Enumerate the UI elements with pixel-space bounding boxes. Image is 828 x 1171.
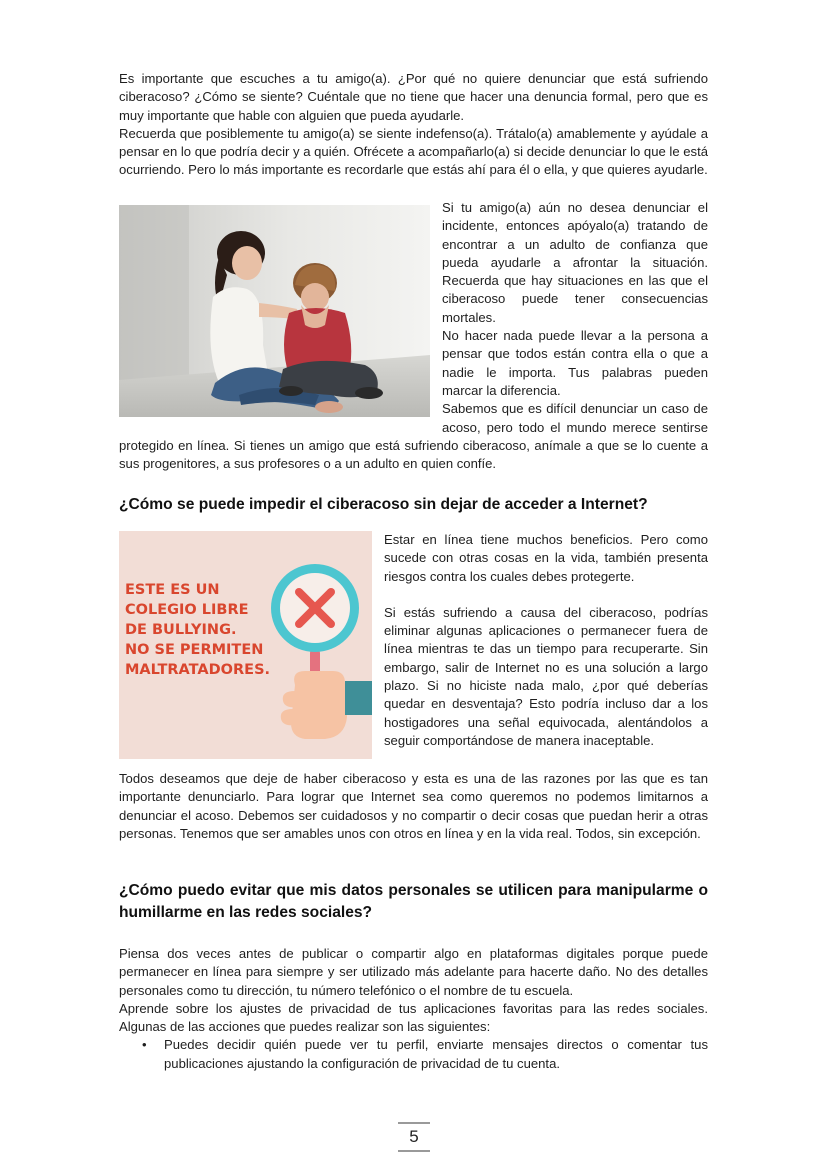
divider	[398, 1150, 430, 1152]
poster-line: ESTE ES UN	[125, 582, 220, 598]
page-number-footer	[398, 1122, 430, 1152]
poster-line: DE BULLYING.	[125, 622, 237, 638]
friends-comforting-photo	[119, 205, 430, 417]
poster-line: MALTRATADORES.	[125, 662, 271, 678]
paragraph: Si estás sufriendo a causa del ciberacoso, podrías eliminar algunas aplicaciones o permanecer fuera de línea mientras te das un tiempo para recuperarte. Sin embargo, salir de Internet no es una solución a largo plazo. Si no hiciste nada malo, ¿por qué deberías quedar en desventaja? Esto podría incluso dar a los hostigadores una señal equivocada, alentándolos a seguir comportándose de manera inaceptable.	[384, 604, 708, 748]
paragraph: Recuerda que posiblemente tu amigo(a) se siente indefenso(a). Trátalo(a) amablemente y ayúdale a pensar en lo que podría decir y a quién. Ofrécete a acompañarlo(a) si decide denunciar lo que le está ocurriendo. Pero lo más importante es recordarle que estás ahí para él o ella, y que quieres ayudarle.	[119, 125, 708, 178]
paragraph: Todos deseamos que deje de haber ciberacoso y esta es una de las razones por las que es tan importante denunciarlo. Para lograr que Internet sea como queremos no podemos limitarnos a denunciar el acoso. Debemos ser cuidadosos y no compartir o decir cosas que puedan herir a otras personas. Tenemos que ser amables unos con otros en línea y en la vida real. Todos, sin excepción.	[119, 771, 708, 841]
bullying-free-school-poster	[119, 531, 372, 759]
paragraph: Aprende sobre los ajustes de privacidad de tus aplicaciones favoritas para las redes sociales. Algunas de las acciones que puedes realizar son las siguientes:	[119, 1000, 708, 1035]
photo-block	[119, 199, 708, 473]
paragraph: Piensa dos veces antes de publicar o compartir algo en plataformas digitales porque puede permanecer en línea para siempre y ser utilizado más adelante para hacerte daño. No des detalles personales como tu dirección, tu número telefónico o el nombre de tu escuela.	[119, 946, 708, 998]
section-heading-2	[119, 880, 708, 924]
bullet-glyph: •	[142, 1037, 147, 1053]
privacy-actions-list	[119, 1036, 708, 1073]
paragraph: Es importante que escuches a tu amigo(a). ¿Por qué no quiere denunciar que está sufriendo ciberacoso? ¿Cómo se siente? Cuéntale que no tiene que hacer una denuncia formal, pero que es muy importante que hable con alguien que pueda ayudarle.	[119, 71, 708, 123]
paragraph: Estar en línea tiene muchos beneficios. Pero como sucede con otras cosas en la vida, también presenta riesgos contra los cuales debes protegerte.	[384, 532, 708, 584]
section2-body	[119, 945, 708, 1073]
list-item-text: Puedes decidir quién puede ver tu perfil, enviarte mensajes directos o comentar tus publicaciones ajustando la configuración de privacidad de tu cuenta.	[164, 1037, 708, 1071]
paragraph: No hacer nada puede llevar a la persona a pensar que todos están contra ella o que a nadie le importa. Tus palabras pueden marcar la diferencia.	[442, 328, 708, 398]
heading: ¿Cómo se puede impedir el ciberacoso sin dejar de acceder a Internet?	[119, 496, 648, 513]
poster-line: NO SE PERMITEN	[125, 642, 264, 658]
paragraph: Sabemos que es difícil denunciar un caso de acoso, pero todo el mundo merece sentirse protegido en línea. Si tienes un amigo que está sufriendo ciberacoso, anímale a que se lo cuente a sus progenitores, a sus profesores o a un adulto en quien confíe.	[119, 401, 708, 472]
poster-block	[119, 531, 708, 763]
section-heading-1	[119, 494, 708, 516]
paragraph: Si tu amigo(a) aún no desea denunciar el incidente, entonces apóyalo(a) tratando de encontrar a un adulto de confianza que pueda ayudarle a afrontar la situación. Recuerda que hay situaciones en las que el ciberacoso puede tener consecuencias mortales.	[442, 200, 708, 325]
heading: ¿Cómo puedo evitar que mis datos personales se utilicen para manipularme o humillarme en las redes sociales?	[119, 882, 708, 921]
page-number: 5	[409, 1127, 419, 1146]
intro-text	[119, 70, 708, 180]
poster-line: COLEGIO LIBRE	[125, 602, 249, 618]
section1-closing	[119, 770, 708, 843]
list-item	[142, 1036, 708, 1073]
